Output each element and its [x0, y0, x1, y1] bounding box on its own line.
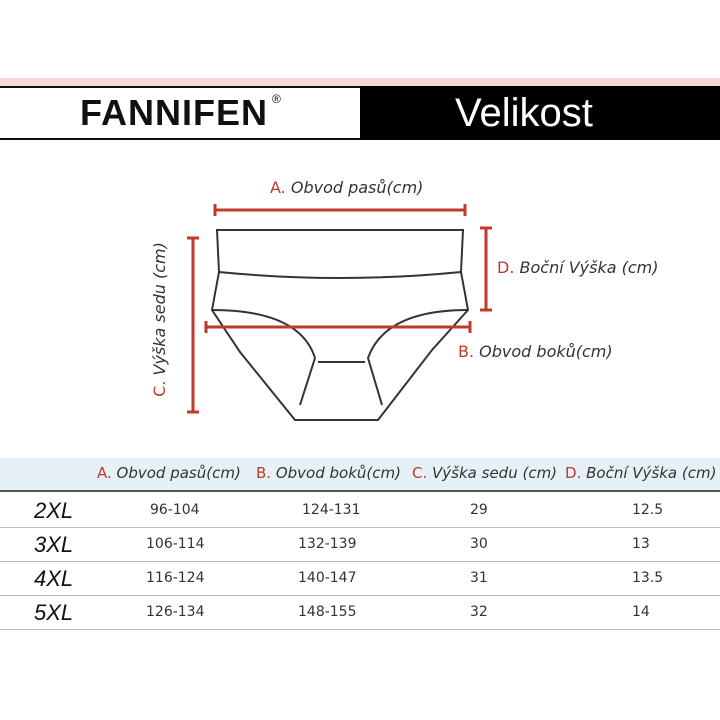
label-hip: B. Obvod boků(cm): [458, 342, 613, 361]
top-decor-strip: [0, 78, 720, 86]
size-label: 3XL: [34, 532, 74, 557]
briefs-outline: [212, 230, 468, 420]
col-header-hip: B. Obvod boků(cm): [256, 464, 401, 482]
label-waist: A. Obvod pasů(cm): [270, 178, 424, 197]
cell-side-height: 12.5: [632, 502, 664, 518]
cell-side-height: 13: [632, 536, 650, 552]
page-title: Velikost: [455, 91, 593, 135]
size-label: 4XL: [34, 566, 74, 591]
cell-rise: 29: [470, 502, 488, 518]
cell-waist: 116-124: [146, 570, 205, 586]
cell-hip: 148-155: [298, 604, 357, 620]
cell-rise: 32: [470, 604, 488, 620]
cell-waist: 106-114: [146, 536, 205, 552]
col-header-waist: A. Obvod pasů(cm): [97, 464, 241, 482]
cell-waist: 126-134: [146, 604, 205, 620]
cell-side-height: 13.5: [632, 570, 664, 586]
briefs-illustration: [0, 160, 720, 450]
table-row: [0, 562, 720, 596]
cell-hip: 132-139: [298, 536, 357, 552]
table-header: [0, 458, 720, 492]
table-row: [0, 528, 720, 562]
brand-name: FANNIFEN: [80, 92, 268, 133]
col-header-side-height: D. Boční Výška (cm): [565, 464, 717, 482]
cell-rise: 30: [470, 536, 488, 552]
col-header-rise: C. Výška sedu (cm): [412, 464, 558, 482]
brand-logo: [80, 90, 282, 136]
label-side-height: D. Boční Výška (cm): [497, 258, 659, 277]
label-rise: C. Výška sedu (cm): [149, 242, 169, 397]
size-label: 2XL: [34, 498, 74, 523]
registered-mark: ®: [272, 92, 282, 106]
table-row: [0, 494, 720, 528]
cell-waist: 96-104: [150, 502, 200, 518]
cell-rise: 31: [470, 570, 488, 586]
table-row: [0, 596, 720, 630]
cell-hip: 140-147: [298, 570, 357, 586]
size-label: 5XL: [34, 600, 74, 625]
cell-hip: 124-131: [302, 502, 361, 518]
size-diagram: [0, 160, 720, 450]
cell-side-height: 14: [632, 604, 650, 620]
